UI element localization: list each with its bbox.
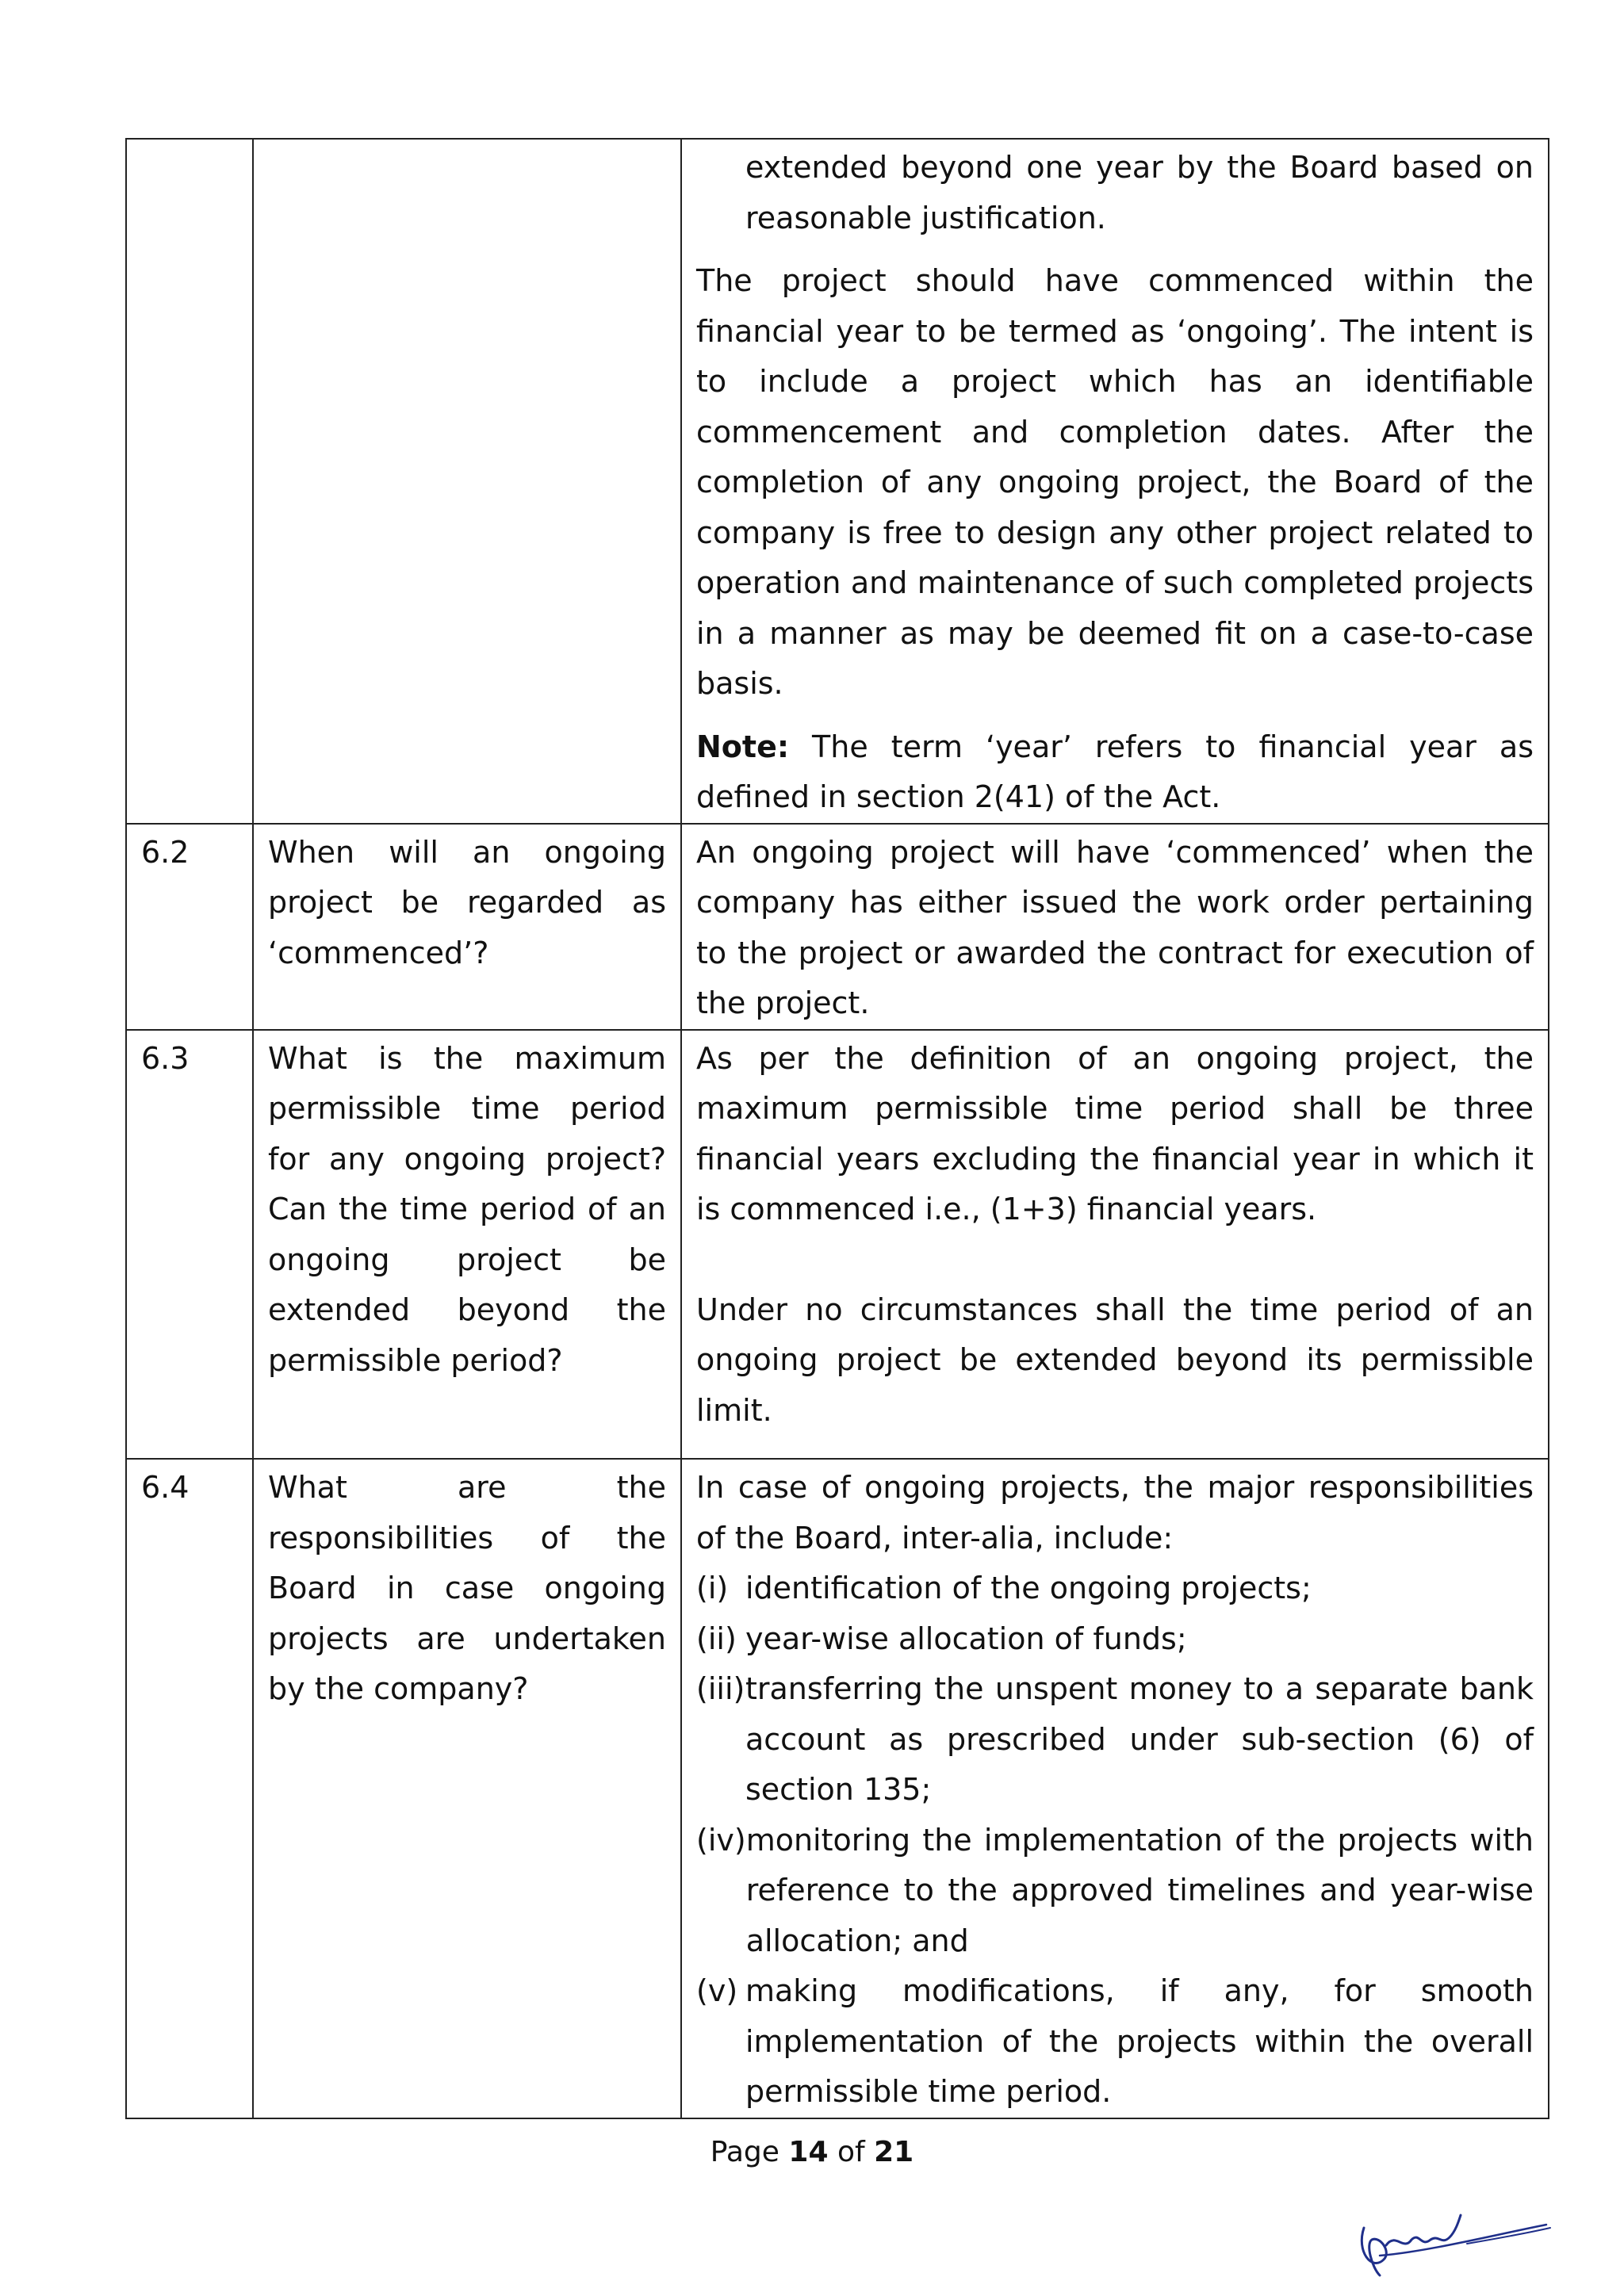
table-row bbox=[126, 139, 1549, 824]
list-item bbox=[696, 1966, 1534, 2118]
note-label: Note: bbox=[696, 729, 790, 764]
list-item bbox=[696, 1816, 1534, 1967]
note bbox=[696, 722, 1534, 823]
answer-paragraph: Under no circumstances shall the time period of an ongoing project be extended beyond its permissible limit. bbox=[696, 1292, 1534, 1428]
answer-paragraph: As per the definition of an ongoing project, the maximum permissible time period shall be three financial years excluding the financial year in which it is commenced i.e., (1+3) financial years. bbox=[696, 1040, 1534, 1226]
answer-paragraph: The project should have commenced within the financial year to be termed as ‘ongoing’. The intent is to include a project which has an identifiable commencement and completion dates. After the completion of any ongoing project, the Board of the company is free to design any other project related to operation and maintenance of such completed projects in a manner as may be deemed fit on a case-to-case basis. bbox=[696, 263, 1534, 701]
row-number bbox=[126, 139, 253, 824]
answer-cell bbox=[681, 1459, 1549, 2118]
list-marker: (i) bbox=[696, 1571, 729, 1605]
continued-text: extended beyond one year by the Board based on reasonable justification. bbox=[745, 150, 1534, 235]
list-marker: (iv) bbox=[696, 1822, 746, 1858]
list-text: year-wise allocation of funds; bbox=[745, 1621, 1187, 1656]
page-of: of bbox=[828, 2136, 875, 2168]
paragraph-gap bbox=[696, 1235, 1534, 1285]
signature-icon bbox=[1348, 2196, 1562, 2283]
list-marker: (ii) bbox=[696, 1621, 737, 1656]
list-item bbox=[696, 1664, 1534, 1816]
row-number: 6.2 bbox=[126, 824, 253, 1030]
list-item bbox=[696, 1614, 1534, 1665]
list-text: monitoring the implementation of the projects with reference to the approved timelines and year-wise allocation; and bbox=[745, 1822, 1534, 1958]
total-pages: 21 bbox=[874, 2136, 914, 2168]
list-marker: (iii) bbox=[696, 1671, 745, 1706]
page-footer bbox=[0, 2136, 1624, 2168]
current-page: 14 bbox=[788, 2136, 829, 2168]
list-item bbox=[696, 1563, 1534, 1614]
list-text: transferring the unspent money to a separate bank account as prescribed under sub-section (6) of section 135; bbox=[745, 1671, 1534, 1807]
question-cell: When will an ongoing project be regarded as ‘commenced’? bbox=[253, 824, 681, 1030]
row-number: 6.4 bbox=[126, 1459, 253, 2118]
answer-cell: An ongoing project will have ‘commenced’ when the company has either issued the work order pertaining to the project or awarded the contract for execution of the project. bbox=[681, 824, 1549, 1030]
answer-cell bbox=[681, 139, 1549, 824]
note-text: The term ‘year’ refers to financial year as defined in section 2(41) of the Act. bbox=[696, 729, 1534, 814]
question-cell: What is the maximum permissible time period for any ongoing project? Can the time period of an ongoing project be extended beyond the permissible period? bbox=[253, 1030, 681, 1460]
question-cell: What are the responsibilities of the Board in case ongoing projects are undertaken by the company? bbox=[253, 1459, 681, 2118]
answer-cell bbox=[681, 1030, 1549, 1460]
list-text: identification of the ongoing projects; bbox=[745, 1571, 1312, 1605]
list-text: making modifications, if any, for smooth implementation of the projects within the overall permissible time period. bbox=[745, 1973, 1534, 2109]
page-label: Page bbox=[710, 2136, 789, 2168]
faq-table bbox=[125, 138, 1549, 2119]
answer-intro: In case of ongoing projects, the major responsibilities of the Board, inter-alia, include: bbox=[696, 1470, 1534, 1556]
table-row bbox=[126, 1030, 1549, 1460]
list-marker: (v) bbox=[696, 1973, 738, 2008]
table-row bbox=[126, 1459, 1549, 2118]
row-number: 6.3 bbox=[126, 1030, 253, 1460]
table-row bbox=[126, 824, 1549, 1030]
question-cell bbox=[253, 139, 681, 824]
